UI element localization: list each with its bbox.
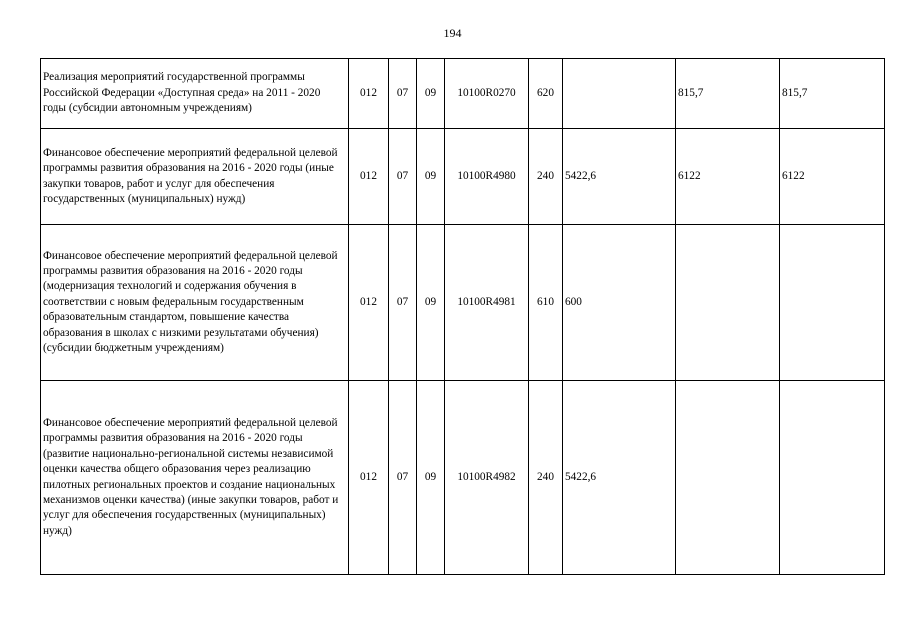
amount-year-2: 6122	[676, 129, 780, 225]
amount-year-3	[780, 225, 885, 381]
table-row	[41, 59, 885, 129]
amount-year-3	[780, 381, 885, 575]
section-code: 07	[389, 225, 417, 381]
amount-year-1: 5422,6	[563, 129, 676, 225]
amount-year-2	[676, 381, 780, 575]
subsection-code: 09	[417, 225, 445, 381]
expense-type: 610	[529, 225, 563, 381]
subsection-code: 09	[417, 129, 445, 225]
amount-year-2	[676, 225, 780, 381]
target-article: 10100R4981	[445, 225, 529, 381]
table-row	[41, 129, 885, 225]
table-row	[41, 381, 885, 575]
section-code: 07	[389, 129, 417, 225]
amount-year-2: 815,7	[676, 59, 780, 129]
subsection-code: 09	[417, 59, 445, 129]
amount-year-3: 815,7	[780, 59, 885, 129]
expense-type: 240	[529, 129, 563, 225]
ministry-code: 012	[349, 59, 389, 129]
amount-year-1: 600	[563, 225, 676, 381]
budget-table	[40, 58, 885, 575]
ministry-code: 012	[349, 129, 389, 225]
subsection-code: 09	[417, 381, 445, 575]
ministry-code: 012	[349, 381, 389, 575]
section-code: 07	[389, 381, 417, 575]
target-article: 10100R0270	[445, 59, 529, 129]
amount-year-1: 5422,6	[563, 381, 676, 575]
ministry-code: 012	[349, 225, 389, 381]
row-description: Финансовое обеспечение мероприятий федеральной целевой программы развития образования на 2016 - 2020 годы (модернизация технологий и содержания обучения в соответствии с новым федеральным государственным образовательным стандартом, повышение качества образования в школах с низкими результатами обучения) (субсидии бюджетным учреждениям)	[41, 225, 349, 381]
table-row	[41, 225, 885, 381]
target-article: 10100R4980	[445, 129, 529, 225]
amount-year-1	[563, 59, 676, 129]
row-description: Реализация мероприятий государственной программы Российской Федерации «Доступная среда» на 2011 - 2020 годы (субсидии автономным учреждениям)	[41, 59, 349, 129]
target-article: 10100R4982	[445, 381, 529, 575]
row-description: Финансовое обеспечение мероприятий федеральной целевой программы развития образования на 2016 - 2020 годы (развитие национально-региональной системы независимой оценки качества общего образования через реализацию пилотных региональных проектов и создание национальных механизмов оценки качества) (иные закупки товаров, работ и услуг для обеспечения государственных (муниципальных) нужд)	[41, 381, 349, 575]
expense-type: 240	[529, 381, 563, 575]
page-number: 194	[443, 26, 462, 40]
expense-type: 620	[529, 59, 563, 129]
section-code: 07	[389, 59, 417, 129]
amount-year-3: 6122	[780, 129, 885, 225]
row-description: Финансовое обеспечение мероприятий федеральной целевой программы развития образования на 2016 - 2020 годы (иные закупки товаров, работ и услуг для обеспечения государственных (муниципальных) нужд)	[41, 129, 349, 225]
